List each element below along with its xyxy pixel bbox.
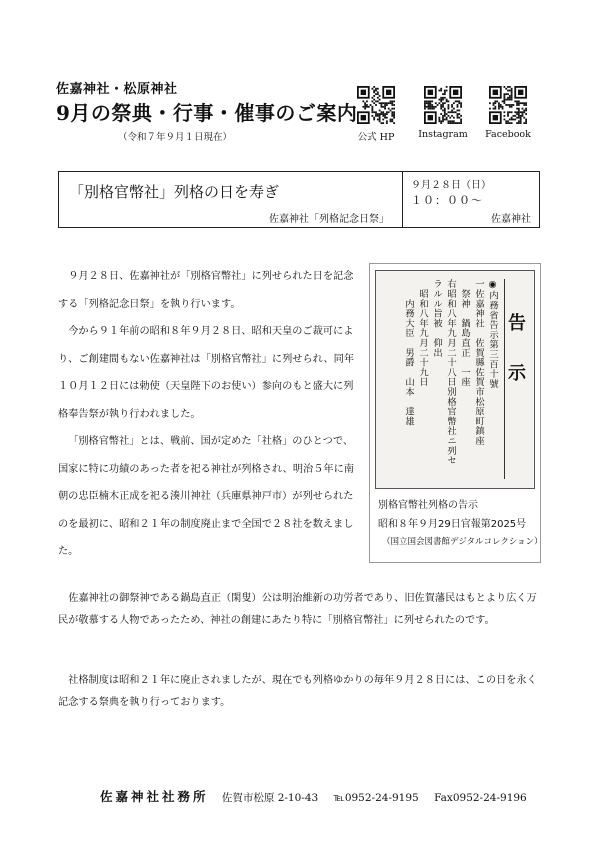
- office-fax: Fax0952-24-9196: [434, 792, 527, 804]
- notice-line: 内務大臣 男爵 山本 達雄: [403, 279, 414, 426]
- notice-heading-1: 告: [508, 313, 526, 334]
- notice-line: 祭神 鍋島直正 一座: [459, 279, 470, 387]
- notice-line: ◉内務省告示第三百十號: [487, 279, 498, 389]
- qr-label-hp: 公式 HP: [357, 132, 395, 143]
- notice-caption: 別格官幣社列格の告示: [378, 500, 478, 511]
- body-full-2: [58, 670, 542, 714]
- body-paragraph: ９月２８日、佐嘉神社が「別格官幣社」に列せられた日を記念する「列格記念日祭」を執り行います。: [58, 271, 354, 310]
- office-name: 佐嘉神社社務所: [100, 789, 209, 804]
- qr-label-instagram: Instagram: [418, 129, 468, 140]
- shrine-names: 佐嘉神社・松原神社: [56, 82, 178, 97]
- qr-label-facebook: Facebook: [485, 129, 531, 140]
- notice-caption-credit: （国立国会図書館デジタルコレクション）: [382, 537, 543, 547]
- body-paragraph: 佐嘉神社の御祭神である鍋島直正（閑叟）公は明治維新の功労者であり、旧佐賀藩民はもとより広く万民が敬慕する人物であったため、神社の創建にあたり特に「別格官幣社」に列せられたのです。: [58, 593, 537, 626]
- qr-code-icon[interactable]: [489, 86, 527, 124]
- event-date: ９月２８日（日）: [411, 180, 491, 191]
- event-title: 「別格官幣社」列格の日を寿ぎ: [69, 183, 280, 201]
- notice-line: 一佐嘉神社 佐賀縣佐賀市松原町鎮座: [473, 279, 484, 446]
- qr-code-icon[interactable]: [357, 86, 395, 124]
- office-phone: ℡0952-24-9195: [333, 792, 419, 804]
- event-host: 佐嘉神社: [491, 214, 531, 225]
- body-paragraph: 「別格官幣社」とは、戦前、国が定めた「社格」のひとつで、国家に特に功績のあった者を祀る神社が列格され、明治５年に南朝の忠臣楠木正成を祀る湊川神社（兵庫県神戸市）が列せられたのを最初に、昭和２１年の制度廃止まで全国で２８社を数えました。: [58, 436, 354, 557]
- event-box: [58, 171, 540, 228]
- notice-figure: [369, 263, 541, 563]
- body-left: [58, 263, 358, 566]
- event-time: １０：００〜: [411, 194, 483, 207]
- notice-line: 右昭和八年九月二十八日別格官幣社ニ列セ: [445, 279, 456, 466]
- notice-image: [375, 270, 535, 489]
- notice-heading-column: [504, 279, 533, 479]
- event-divider: [402, 172, 403, 227]
- body-paragraph: 社格制度は昭和２１年に廃止されましたが、現在でも列格ゆかりの毎年９月２８日には、この日を永く記念する祭典を執り行っております。: [58, 675, 537, 708]
- page-title: 9月の祭典・行事・催事のご案内: [56, 101, 358, 125]
- notice-heading-2: 示: [508, 363, 526, 384]
- footer: [100, 787, 527, 805]
- event-subtitle: 佐嘉神社「列格記念日祭」: [269, 214, 389, 225]
- body-paragraph: 今から９１年前の昭和８年９月２８日、昭和天皇のご裁可により、ご創建間もない佐嘉神社は「別格官幣社」に列せられ、同年１０月１２日には勅使（天皇陛下のお使い）参向のもと盛大に列格奉告祭が執り行われました。: [58, 326, 355, 420]
- notice-caption-source: 昭和８年９月29日官報第2025号: [378, 519, 527, 530]
- office-address: 佐賀市松原 2-10-43: [221, 792, 319, 804]
- notice-line: 昭和八年九月二十九日: [417, 279, 428, 387]
- qr-code-icon[interactable]: [424, 86, 462, 124]
- notice-line: ラルル旨被 仰出: [431, 279, 442, 358]
- as-of-date: （令和７年９月１日現在）: [118, 132, 233, 143]
- body-full-1: [58, 588, 542, 632]
